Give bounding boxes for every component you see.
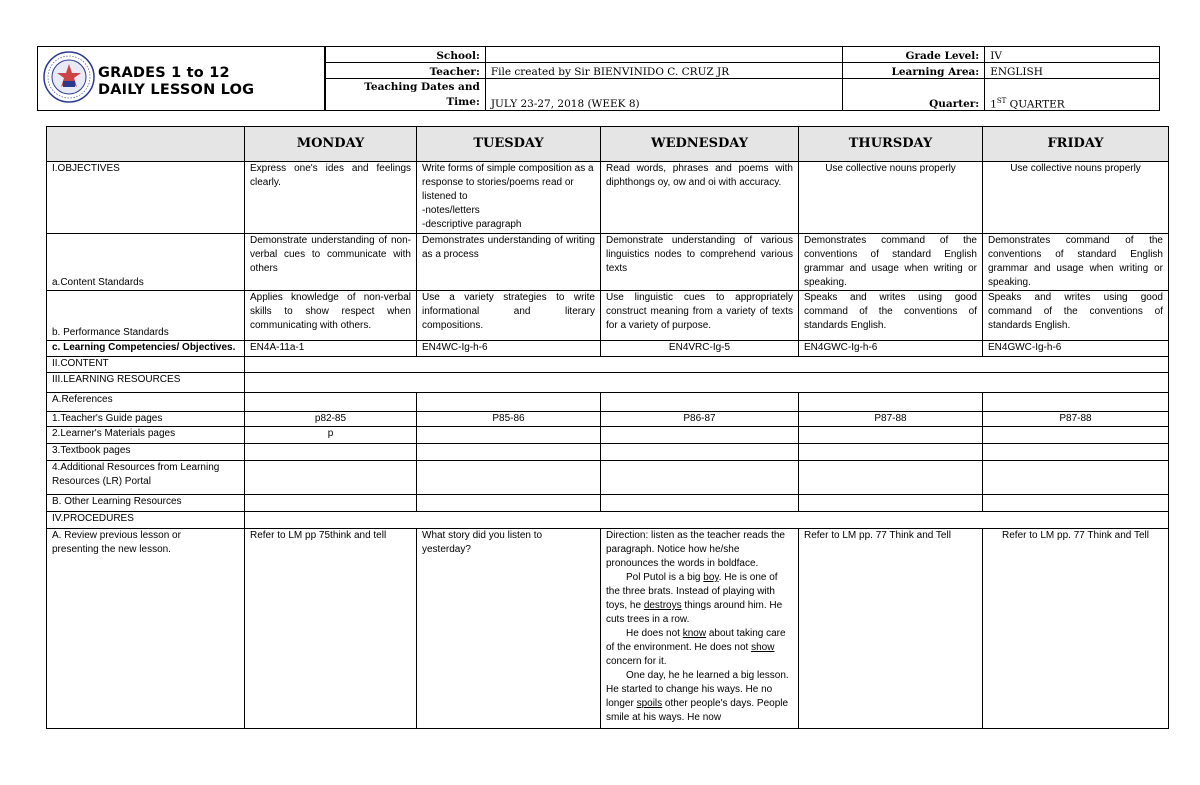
objectives-tuesday-line-3: -descriptive paragraph [422, 219, 522, 230]
review-tuesday [417, 529, 601, 729]
review-monday: Refer to LM pp 75think and tell [245, 529, 417, 729]
additional-resources-row [47, 461, 1169, 495]
dates-row [326, 79, 1160, 111]
dates-label-line-2: Time: [446, 96, 480, 108]
page-title [98, 65, 254, 99]
wed-p1-underlined-1: boy [703, 572, 719, 583]
objectives-monday: Express one's ides and feelings clearly. [245, 162, 417, 234]
procedures-row [47, 512, 1169, 529]
competencies-thursday: EN4GWC-Ig-h-6 [799, 341, 983, 357]
review-label-line-2: presenting the new lesson. [52, 544, 171, 555]
competencies-friday: EN4GWC-Ig-h-6 [983, 341, 1169, 357]
quarter-label: Quarter: [843, 79, 985, 111]
objectives-label: I.OBJECTIVES [47, 162, 245, 234]
textbook-thursday [799, 444, 983, 461]
review-tuesday-line-2: yesterday? [422, 544, 471, 555]
tg-pages-thursday: P87-88 [799, 412, 983, 427]
procedures-label: IV.PROCEDURES [47, 512, 245, 529]
review-row [47, 529, 1169, 729]
performance-standards-friday: Speaks and writes using good command of the conventions of standards English. [983, 291, 1169, 341]
wed-p1-underlined-2: destroys [643, 600, 682, 611]
other-resources-tuesday [417, 495, 601, 512]
textbook-monday [245, 444, 417, 461]
additional-resources-monday [245, 461, 417, 495]
review-wednesday-text [606, 529, 793, 727]
day-header-monday: MONDAY [245, 127, 417, 162]
school-label: School: [326, 47, 486, 63]
dates-label [326, 79, 486, 111]
dates-value: JULY 23-27, 2018 (WEEK 8) [485, 79, 843, 111]
other-resources-thursday [799, 495, 983, 512]
content-cell [245, 357, 1169, 373]
resources-cell [245, 373, 1169, 393]
content-standards-tuesday: Demonstrates understanding of writing as a process [417, 234, 601, 291]
resources-row [47, 373, 1169, 393]
content-standards-wednesday: Demonstrate understanding of various linguistics nodes to comprehend various texts [601, 234, 799, 291]
additional-resources-thursday [799, 461, 983, 495]
content-standards-friday: Demonstrates command of the conventions of standard English grammar and usage when writing or speaking. [983, 234, 1169, 291]
review-thursday: Refer to LM pp. 77 Think and Tell [799, 529, 983, 729]
performance-standards-label: b. Performance Standards [47, 291, 245, 341]
dates-label-line-1: Teaching Dates and [364, 81, 480, 93]
resources-label: III.LEARNING RESOURCES [47, 373, 245, 393]
objectives-tuesday-line-1: Write forms of simple composition as a response to stories/poems read or listened to [422, 163, 594, 202]
references-monday [245, 393, 417, 412]
additional-resources-label [47, 461, 245, 495]
competencies-label: c. Learning Competencies/ Objectives. [47, 341, 245, 357]
review-tuesday-line-1: What story did you listen to [422, 530, 543, 541]
lm-pages-label: 2.Learner's Materials pages [47, 427, 245, 444]
school-value [485, 47, 843, 63]
review-label [47, 529, 245, 729]
deped-seal-icon [43, 51, 95, 103]
review-friday: Refer to LM pp. 77 Think and Tell [983, 529, 1169, 729]
tg-pages-tuesday: P85-86 [417, 412, 601, 427]
area-value: ENGLISH [985, 63, 1160, 79]
competencies-tuesday: EN4WC-Ig-h-6 [417, 341, 601, 357]
additional-resources-label-line-2: Resources (LR) Portal [52, 476, 151, 487]
lm-pages-friday [983, 427, 1169, 444]
wed-p1-text-c: things around him. He cuts trees in a row. [606, 600, 783, 625]
review-wednesday-paragraph-2 [606, 627, 793, 669]
additional-resources-tuesday [417, 461, 601, 495]
content-label: II.CONTENT [47, 357, 245, 373]
objectives-wednesday: Read words, phrases and poems with diphthongs oy, ow and oi with accuracy. [601, 162, 799, 234]
competencies-wednesday: EN4VRC-Ig-5 [601, 341, 799, 357]
grade-value: IV [985, 47, 1160, 63]
textbook-wednesday [601, 444, 799, 461]
quarter-text: QUARTER [1006, 98, 1065, 110]
textbook-label: 3.Textbook pages [47, 444, 245, 461]
lm-pages-monday: p [245, 427, 417, 444]
performance-standards-wednesday: Use linguistic cues to appropriately construct meaning from a variety of texts for a variety of purpose. [601, 291, 799, 341]
wed-p2-underlined-2: show [751, 642, 775, 653]
day-header-wednesday: WEDNESDAY [601, 127, 799, 162]
lm-pages-wednesday [601, 427, 799, 444]
wed-p1-text-b: . He is one of the three brats. Instead of playing with toys, he [606, 572, 778, 611]
lm-pages-row [47, 427, 1169, 444]
content-standards-monday: Demonstrate understanding of non-verbal cues to communicate with others [245, 234, 417, 291]
area-label: Learning Area: [843, 63, 985, 79]
objectives-friday: Use collective nouns properly [983, 162, 1169, 234]
additional-resources-label-line-1: 4.Additional Resources from Learning [52, 462, 220, 473]
additional-resources-wednesday [601, 461, 799, 495]
lm-pages-thursday [799, 427, 983, 444]
wed-p2-underlined-1: know [682, 628, 707, 639]
lm-pages-tuesday [417, 427, 601, 444]
review-wednesday-intro: Direction: listen as the teacher reads the paragraph. Notice how he/she pronounces the words in boldface. [606, 530, 785, 569]
other-resources-wednesday [601, 495, 799, 512]
day-header-row [47, 127, 1169, 162]
wed-p3-underlined-1: spoils [636, 698, 663, 709]
textbook-friday [983, 444, 1169, 461]
content-standards-thursday: Demonstrates command of the conventions of standard English grammar and usage when writing or speaking. [799, 234, 983, 291]
objectives-tuesday-line-2: -notes/letters [422, 205, 480, 216]
additional-resources-friday [983, 461, 1169, 495]
header-blank-cell [47, 127, 245, 162]
other-resources-row [47, 495, 1169, 512]
quarter-superscript: ST [996, 96, 1007, 105]
references-row [47, 393, 1169, 412]
wed-p2-text-a: He does not [626, 628, 683, 639]
review-wednesday [601, 529, 799, 729]
day-header-thursday: THURSDAY [799, 127, 983, 162]
lesson-log-table [46, 126, 1169, 729]
wed-p3-text-a: One day, he he learned a big lesson. He started to change his ways. He no longer [606, 670, 789, 709]
objectives-thursday: Use collective nouns properly [799, 162, 983, 234]
teacher-label: Teacher: [326, 63, 486, 79]
textbook-row [47, 444, 1169, 461]
wed-p2-text-b: about taking care of the environment. He does not [606, 628, 786, 653]
competencies-row [47, 341, 1169, 357]
tg-pages-wednesday: P86-87 [601, 412, 799, 427]
content-standards-row [47, 234, 1169, 291]
title-line-1: GRADES 1 to 12 [98, 65, 230, 81]
day-header-tuesday: TUESDAY [417, 127, 601, 162]
title-line-2: DAILY LESSON LOG [98, 82, 255, 98]
performance-standards-tuesday: Use a variety strategies to write informational and literary compositions. [417, 291, 601, 341]
competencies-monday: EN4A-11a-1 [245, 341, 417, 357]
day-header-friday: FRIDAY [983, 127, 1169, 162]
performance-standards-thursday: Speaks and writes using good command of the conventions of standards English. [799, 291, 983, 341]
other-resources-label: B. Other Learning Resources [47, 495, 245, 512]
school-row [326, 47, 1160, 63]
references-friday [983, 393, 1169, 412]
quarter-value [985, 79, 1160, 111]
references-wednesday [601, 393, 799, 412]
teacher-value: File created by Sir BIENVINIDO C. CRUZ JR [485, 63, 843, 79]
review-label-line-1: A. Review previous lesson or [52, 530, 181, 541]
wed-p3-text-b: other people's days. People smile at his ways. He now [606, 698, 789, 723]
references-thursday [799, 393, 983, 412]
header-info-table [325, 46, 1160, 111]
tg-pages-row [47, 412, 1169, 427]
content-row [47, 357, 1169, 373]
objectives-tuesday [417, 162, 601, 234]
tg-pages-label: 1.Teacher's Guide pages [47, 412, 245, 427]
references-tuesday [417, 393, 601, 412]
other-resources-monday [245, 495, 417, 512]
grade-label: Grade Level: [843, 47, 985, 63]
performance-standards-monday: Applies knowledge of non-verbal skills to show respect when communicating with others. [245, 291, 417, 341]
tg-pages-friday: P87-88 [983, 412, 1169, 427]
review-wednesday-paragraph-3 [606, 669, 793, 725]
performance-standards-row [47, 291, 1169, 341]
header-title-block [37, 46, 325, 111]
objectives-row [47, 162, 1169, 234]
teacher-row [326, 63, 1160, 79]
quarter-number: 1 [990, 98, 997, 110]
review-wednesday-paragraph-1 [606, 571, 793, 627]
procedures-cell [245, 512, 1169, 529]
textbook-tuesday [417, 444, 601, 461]
tg-pages-monday: p82-85 [245, 412, 417, 427]
wed-p2-text-c: concern for it. [606, 656, 667, 667]
content-standards-label: a.Content Standards [47, 234, 245, 291]
references-label: A.References [47, 393, 245, 412]
wed-p1-text-a: Pol Putol is a big [626, 572, 704, 583]
other-resources-friday [983, 495, 1169, 512]
